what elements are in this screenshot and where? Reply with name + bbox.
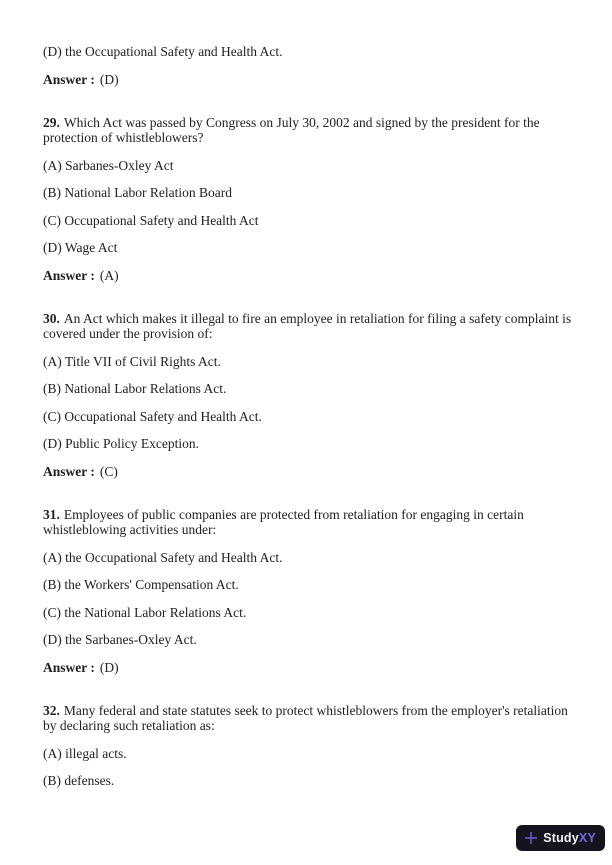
option-line: (A) the Occupational Safety and Health Act. bbox=[43, 549, 283, 565]
answer-value: (D) bbox=[99, 659, 119, 675]
brand-name-accent: XY bbox=[578, 830, 596, 845]
answer-line bbox=[43, 72, 583, 88]
question-number: 29. bbox=[43, 114, 60, 130]
answer-label: Answer : bbox=[43, 267, 95, 283]
plus-icon bbox=[524, 831, 538, 845]
option-line: (C) Occupational Safety and Health Act bbox=[43, 212, 259, 228]
answer-line bbox=[43, 268, 583, 284]
option-line: (B) National Labor Relation Board bbox=[43, 185, 232, 200]
option-line: (D) the Occupational Safety and Health Act. bbox=[43, 44, 283, 59]
option-line: (B) the Workers' Compensation Act. bbox=[43, 577, 239, 592]
question-body: Many federal and state statutes seek to protect whistleblowers from the employer's retaliation by declaring such retaliation as: bbox=[43, 702, 568, 733]
brand-name-primary: Study bbox=[543, 830, 579, 845]
brand-name bbox=[543, 832, 596, 845]
answer-label: Answer : bbox=[43, 659, 95, 675]
question-text bbox=[43, 311, 583, 342]
question-block-29 bbox=[43, 115, 583, 284]
answer-line bbox=[43, 660, 583, 676]
question-text bbox=[43, 115, 583, 146]
previous-question-tail bbox=[43, 44, 583, 87]
question-number: 31. bbox=[43, 506, 60, 522]
question-block-30 bbox=[43, 311, 583, 480]
option-line: (C) Occupational Safety and Health Act. bbox=[43, 408, 262, 424]
question-text bbox=[43, 507, 583, 538]
question-number: 30. bbox=[43, 310, 60, 326]
studyxy-badge bbox=[516, 825, 605, 851]
answer-value: (D) bbox=[99, 71, 119, 87]
option-line: (C) the National Labor Relations Act. bbox=[43, 604, 247, 620]
question-text bbox=[43, 703, 583, 734]
option-line: (B) National Labor Relations Act. bbox=[43, 381, 227, 396]
question-block-32 bbox=[43, 703, 583, 789]
option-line: (A) Sarbanes-Oxley Act bbox=[43, 157, 174, 173]
answer-value: (C) bbox=[99, 463, 118, 479]
answer-label: Answer : bbox=[43, 71, 95, 87]
answer-label: Answer : bbox=[43, 463, 95, 479]
question-body: An Act which makes it illegal to fire an employee in retaliation for filing a safety complaint is covered under the provision of: bbox=[43, 310, 572, 341]
question-body: Which Act was passed by Congress on July 30, 2002 and signed by the president for the protection of whistleblowers? bbox=[43, 114, 540, 145]
option-line: (D) the Sarbanes-Oxley Act. bbox=[43, 632, 197, 647]
answer-value: (A) bbox=[99, 267, 119, 283]
option-line: (D) Wage Act bbox=[43, 240, 118, 255]
option-line: (A) Title VII of Civil Rights Act. bbox=[43, 353, 221, 369]
question-body: Employees of public companies are protected from retaliation for engaging in certain whistleblowing activities under: bbox=[43, 506, 524, 537]
option-line: (D) Public Policy Exception. bbox=[43, 436, 199, 451]
question-number: 32. bbox=[43, 702, 60, 718]
option-line: (A) illegal acts. bbox=[43, 745, 127, 761]
question-block-31 bbox=[43, 507, 583, 676]
option-line: (B) defenses. bbox=[43, 773, 115, 788]
answer-line bbox=[43, 464, 583, 480]
